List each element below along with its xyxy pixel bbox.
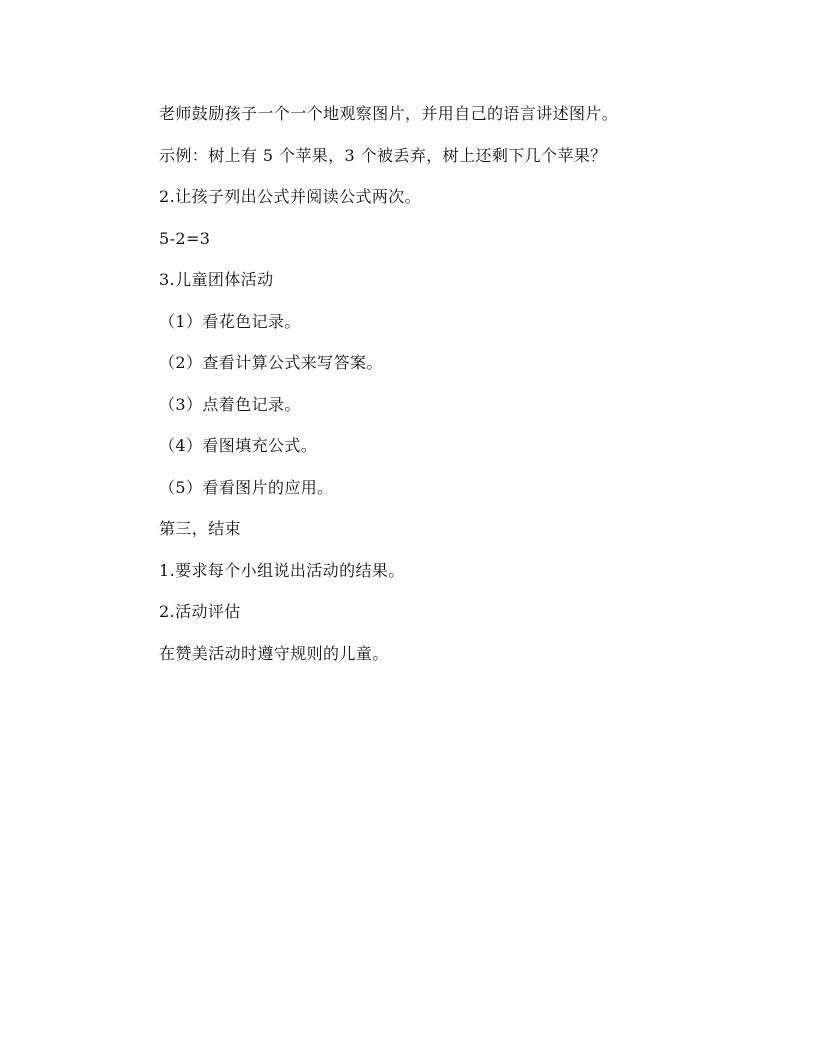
paragraph-end-step-1: 1.要求每个小组说出活动的结果。	[159, 560, 405, 580]
list-item-4: （4）看图填充公式。	[159, 436, 318, 455]
section-heading-end: 第三，结束	[159, 519, 242, 538]
paragraph-step-2: 2.让孩子列出公式并阅读公式两次。	[159, 187, 422, 206]
paragraph-end-step-2: 2.活动评估	[159, 602, 241, 621]
list-item-3: （3）点着色记录。	[159, 394, 301, 414]
list-item-2: （2）查看计算公式来写答案。	[159, 353, 383, 372]
paragraph-observe-pictures: 老师鼓励孩子一个一个地观察图片，并用自己的语言讲述图片。	[159, 104, 619, 123]
paragraph-formula: 5-2=3	[159, 228, 211, 248]
list-item-1: （1）看花色记录。	[159, 311, 301, 331]
paragraph-example-apples: 示例：树上有 5 个苹果，3 个被丢弃，树上还剩下几个苹果？	[159, 145, 607, 165]
list-item-5: （5）看看图片的应用。	[159, 477, 334, 497]
paragraph-step-3: 3.儿童团体活动	[159, 270, 274, 289]
paragraph-praise: 在赞美活动时遵守规则的儿童。	[159, 643, 389, 663]
document-body	[159, 104, 719, 685]
